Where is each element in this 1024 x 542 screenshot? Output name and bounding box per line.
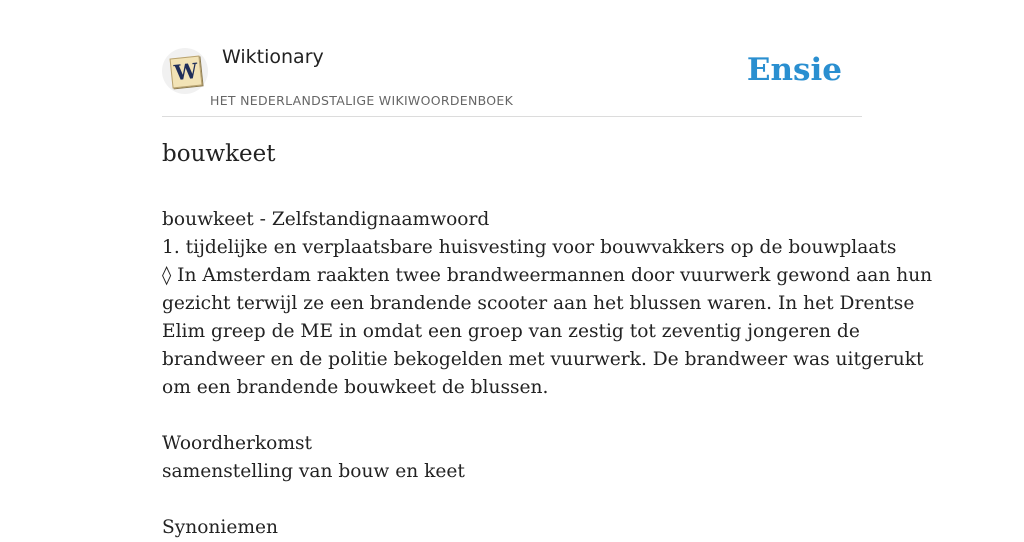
synonyms-heading: Synoniemen xyxy=(162,517,278,538)
etymology-text: samenstelling van bouw en keet xyxy=(162,461,465,482)
definition-text: 1. tijdelijke en verplaatsbare huisvesting voor bouwvakkers op de bouwplaats xyxy=(162,237,897,258)
spacer xyxy=(162,486,867,514)
wiktionary-logo-icon: W xyxy=(170,56,203,89)
site-tagline: HET NEDERLANDSTALIGE WIKIWOORDENBOEK xyxy=(210,93,514,108)
example-line: brandweer en de politie bekogelden met vuurwerk. De brandweer was uitgerukt xyxy=(162,349,924,370)
site-header xyxy=(162,0,862,117)
part-of-speech-line: bouwkeet - Zelfstandignaamwoord xyxy=(162,209,490,230)
example-line: Elim greep de ME in omdat een groep van zestig tot zeventig jongeren de xyxy=(162,321,860,342)
page-title: bouwkeet xyxy=(162,141,276,167)
example-line: ◊ In Amsterdam raakten twee brandweermannen door vuurwerk gewond aan hun xyxy=(162,265,933,286)
example-line: gezicht terwijl ze een brandende scooter aan het blussen waren. In het Drentse xyxy=(162,293,915,314)
entry-content xyxy=(162,138,933,542)
etymology-heading: Woordherkomst xyxy=(162,433,313,454)
example-line: om een brandende bouwkeet de blussen. xyxy=(162,377,549,398)
ensie-brand-logo[interactable]: Ensie xyxy=(746,52,842,88)
wiktionary-logo[interactable] xyxy=(162,48,208,94)
site-title[interactable]: Wiktionary xyxy=(222,46,324,68)
spacer xyxy=(162,402,867,430)
